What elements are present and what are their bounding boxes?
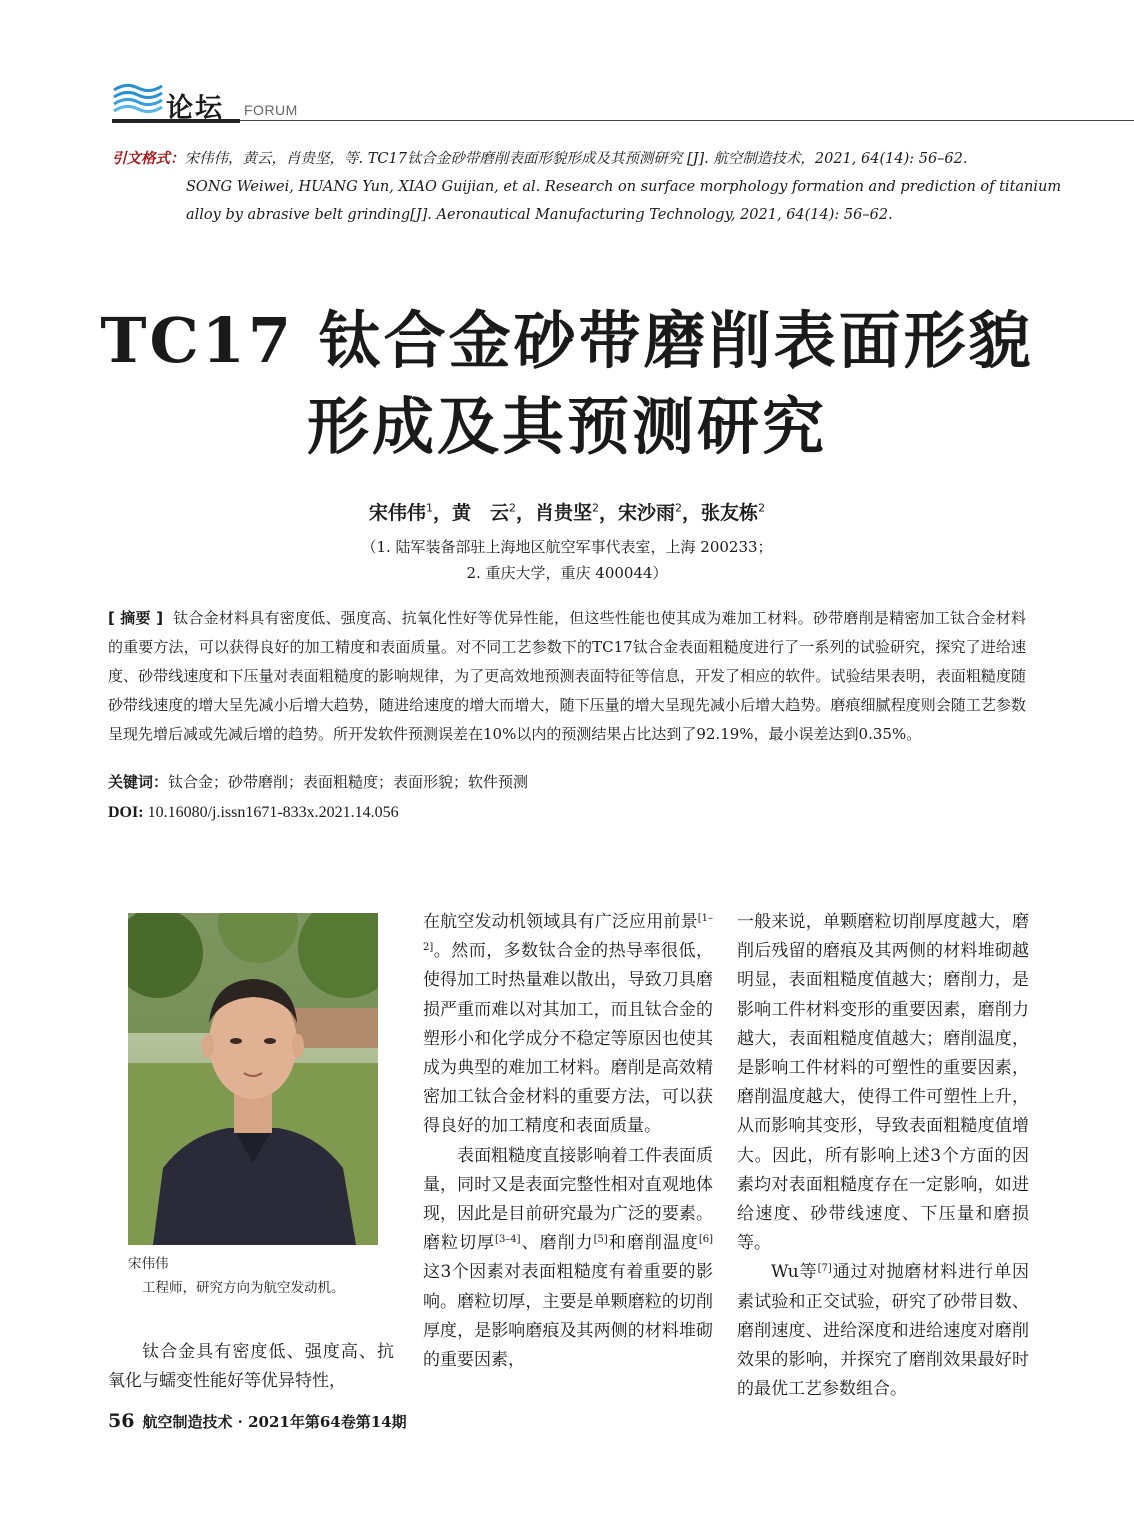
citation-ref: [6] <box>698 1234 714 1246</box>
citation-ref: [5] <box>593 1234 608 1246</box>
keywords-label: 关键词： <box>108 773 169 791</box>
body-paragraph: Wu等[7]通过对抛磨材料进行单因素试验和正交试验，研究了砂带目数、磨削速度、进给深度和进给速度对磨削效果的影响，并探究了磨削效果最好时的最优工艺参数组合。 <box>737 1262 1029 1400</box>
body-column-2 <box>423 908 713 1375</box>
paper-title-line-2: 形成及其预测研究 <box>306 390 827 463</box>
citation-block <box>112 145 1072 229</box>
header-rule <box>112 120 1134 121</box>
keywords <box>108 768 1026 797</box>
page-footer <box>108 1410 407 1432</box>
affiliations <box>60 534 1074 586</box>
citation-line-en-1: SONG Weiwei, HUANG Yun, XIAO Guijian, et al. Research on surface morphology formation and prediction of titanium <box>186 179 1062 195</box>
body-paragraph: 表面粗糙度直接影响着工件表面质量，同时又是表面完整性相对直观地体现，因此是目前研究最为广泛的要素。磨粒切厚[3–4]、磨削力[5]和磨削温度[6]这3个因素对表面粗糙度有着重要的影响。磨粒切厚，主要是单颗磨粒的切削厚度，是影响磨痕及其两侧的材料堆砌的重要因素， <box>423 1145 714 1371</box>
section-subtitle: FORUM <box>244 102 298 118</box>
author-affiliation-mark: 2 <box>508 501 516 515</box>
citation-label: 引文格式： <box>112 150 185 167</box>
citation-ref: [1–2] <box>423 913 713 954</box>
body-column-1 <box>108 1338 394 1396</box>
author-affiliation-mark: 2 <box>675 501 683 515</box>
section-title: 论坛 <box>166 93 224 124</box>
paper-title-line-1: TC17 钛合金砂带磨削表面形貌 <box>100 304 1034 377</box>
citation-line-en-2: alloy by abrasive belt grinding[J]. Aeronautical Manufacturing Technology, 2021, 64(14): 56–62. <box>186 207 893 223</box>
doi-label: DOI: <box>108 804 144 821</box>
doi-text: 10.16080/j.issn1671-833x.2021.14.056 <box>147 804 399 821</box>
body-paragraph: 钛合金具有密度低、强度高、抗氧化与蠕变性能好等优异特性， <box>108 1342 394 1392</box>
author-name: 肖贵坚 <box>534 502 592 524</box>
citation-ref: [7] <box>817 1263 832 1275</box>
author-name: 宋沙雨 <box>618 502 676 524</box>
affiliation-line-1: （1. 陆军装备部驻上海地区航空军事代表室，上海 200233； <box>361 538 773 556</box>
abstract-label: [ 摘要 ] <box>108 609 164 627</box>
author-name: 宋伟伟 <box>368 502 426 524</box>
keywords-text: 钛合金；砂带磨削；表面粗糙度；表面形貌；软件预测 <box>168 773 529 791</box>
body-column-3 <box>737 908 1029 1404</box>
paper-title <box>60 298 1074 470</box>
author-list: 宋伟伟$^1$，黄 云$^2$，肖贵坚$^2$，宋沙雨$^2$，张友栋$^2$ <box>368 501 766 524</box>
affiliation-line-2: 2. 重庆大学，重庆 400044） <box>466 564 668 582</box>
author-affiliation-mark: 1 <box>425 501 433 515</box>
abstract-text: 钛合金材料具有密度低、强度高、抗氧化性好等优异性能，但这些性能也使其成为难加工材料。砂带磨削是精密加工钛合金材料的重要方法，可以获得良好的加工精度和表面质量。对不同工艺参数下的TC17钛合金表面粗糙度进行了一系列的试验研究，探究了进给速度、砂带线速度和下压量对表面粗糙度的影响规律，为了更高效地预测表面特征等信息，开发了相应的软件。试验结果表明，表面粗糙度随砂带线速度的增大呈先减小后增大趋势，随进给速度的增大而增大，随下压量的增大呈现先减小后增大趋势。磨痕细腻程度则会随工艺参数呈现先增后减或先减后增的趋势。所开发软件预测误差在10%以内的预测结果占比达到了92.19%，最小误差达到0.35%。 <box>108 609 1026 743</box>
doi <box>108 798 1026 827</box>
body-paragraph: 一般来说，单颗磨粒切削厚度越大，磨削后残留的磨痕及其两侧的材料堆砌越明显，表面粗糙度值越大；磨削力，是影响工件材料变形的重要因素，磨削力越大，表面粗糙度值越大；磨削温度，是影响工件材料的可塑性的重要因素，磨削温度越大，使得工件可塑性上升，从而影响其变形，导致表面粗糙度值增大。因此，所有影响上述3个方面的因素均对表面粗糙度存在一定影响，如进给速度、砂带线速度、下压量和磨损等。 <box>737 912 1029 1254</box>
citation-line-cn: 宋伟伟，黄云，肖贵坚，等. TC17钛合金砂带磨削表面形貌形成及其预测研究 [J]. 航空制造技术，2021, 64(14): 56–62. <box>184 151 968 167</box>
author-photo <box>128 913 378 1245</box>
author-name: 黄 云 <box>451 502 509 524</box>
photo-caption-desc: 工程师，研究方向为航空发动机。 <box>142 1280 345 1296</box>
author-name: 张友栋 <box>701 502 759 524</box>
journal-name: 航空制造技术 · 2021年第64卷第14期 <box>142 1413 407 1431</box>
citation-ref: [3–4] <box>495 1234 521 1246</box>
author-affiliation-mark: 2 <box>592 501 599 515</box>
author-affiliation-mark: 2 <box>758 501 766 515</box>
wave-logo-icon <box>112 80 164 120</box>
page-number: 56 <box>108 1410 135 1432</box>
header-rule-accent <box>112 119 240 123</box>
body-paragraph: 在航空发动机领域具有广泛应用前景[1–2]。然而，多数钛合金的热导率很低，使得加工时热量难以散出，导致刀具磨损严重而难以对其加工，而且钛合金的塑形小和化学成分不稳定等原因也使其成为典型的难加工材料。磨削是高效精密加工钛合金材料的重要方法，可以获得良好的加工精度和表面质量。 <box>423 912 713 1137</box>
abstract <box>108 604 1026 749</box>
photo-caption-name: 宋伟伟 <box>128 1256 169 1272</box>
